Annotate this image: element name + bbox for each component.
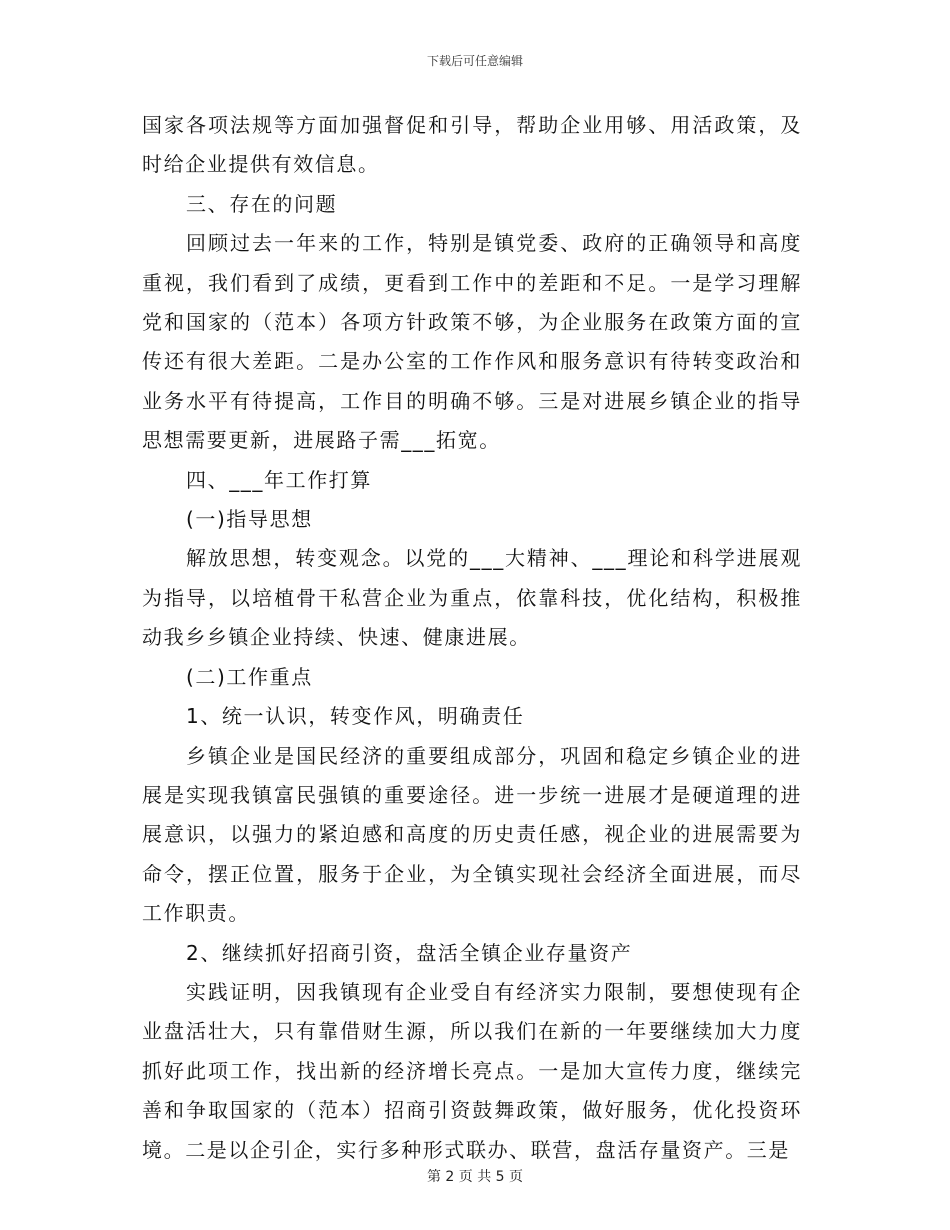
item-heading-2: 2、继续抓好招商引资，盘活全镇企业存量资产 [186,940,633,965]
document-body [142,106,802,1170]
paragraph-item-1: 乡镇企业是国民经济的重要组成部分，巩固和稳定乡镇企业的进展是实现我镇富民强镇的重要途径。进一步统一进展才是硬道理的进展意识，以强力的紧迫感和高度的历史责任感，视企业的进展需要为命令，摆正位置，服务于企业，为全镇实现社会经济全面进展，而尽工作职责。 [142,743,802,926]
paragraph-guiding-thought: 解放思想，转变观念。以党的___大精神、___理论和科学进展观为指导，以培植骨干私营企业为重点，依靠科技，优化结构，积极推动我乡乡镇企业持续、快速、健康进展。 [142,546,802,650]
section-heading-plan: 四、___年工作打算 [186,467,372,492]
subheading-guiding-thought: (一)指导思想 [186,507,313,532]
paragraph-continuation: 国家各项法规等方面加强督促和引导，帮助企业用够、用活政策，及时给企业提供有效信息。 [142,113,802,177]
subheading-work-focus: (二)工作重点 [186,664,313,689]
page-header: 下载后可任意编辑 [426,54,523,68]
paragraph-problems: 回顾过去一年来的工作，特别是镇党委、政府的正确领导和高度重视，我们看到了成绩，更看到工作中的差距和不足。一是学习理解党和国家的（范本）各项方针政策不够，为企业服务在政策方面的宣传还有很大差距。二是办公室的工作作风和服务意识有待转变政治和业务水平有待提高，工作目的明确不够。三是对进展乡镇企业的指导思想需要更新，进展路子需___拓宽。 [142,231,802,453]
page-number: 第 2 页 共 5 页 [426,1169,524,1185]
section-heading-problems: 三、存在的问题 [186,191,338,216]
paragraph-item-2: 实践证明，因我镇现有企业受自有经济实力限制，要想使现有企业盘活壮大，只有靠借财生源，所以我们在新的一年要继续加大力度抓好此项工作，找出新的经济增长亮点。一是加大宣传力度，继续完善和争取国家的（范本）招商引资鼓舞政策，做好服务，优化投资环境。二是以企引企，实行多种形式联办、联营，盘活存量资产。三是 [142,979,802,1162]
item-heading-1: 1、统一认识，转变作风，明确责任 [186,704,525,729]
